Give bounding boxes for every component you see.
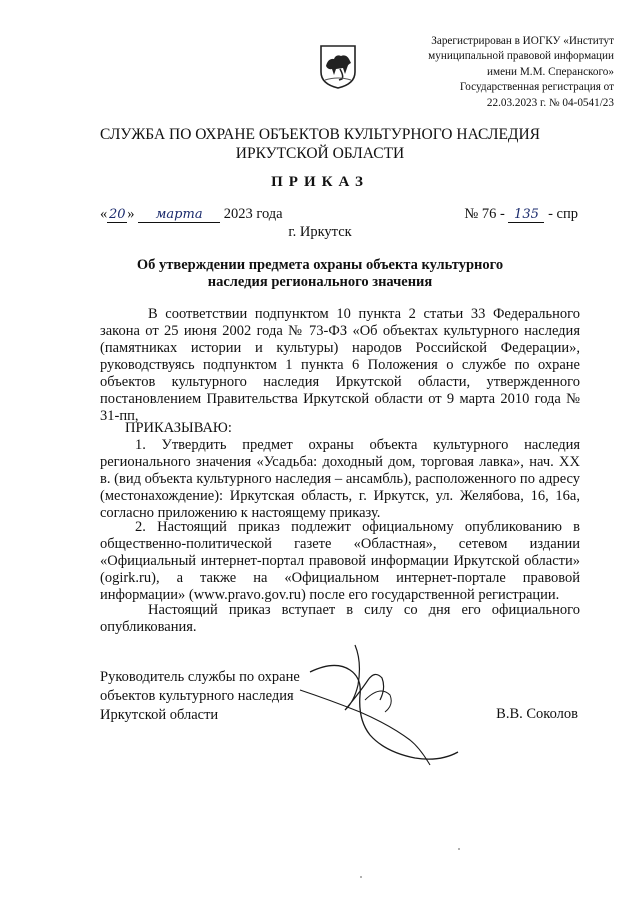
organization-region: ИРКУТСКОЙ ОБЛАСТИ <box>235 145 405 162</box>
order-item-2: 2. Настоящий приказ подлежит официальному опубликованию в общественно-политической газете «Областная», сетевом издании «Официальный интернет-портал правовой информации Иркутской области» (ogirk.ru), а также на «Официальном интернет-портале правовой информации» (www.pravo.gov.ru) после его государственной регистрации. <box>100 519 580 603</box>
signatory-line: Иркутской области <box>100 707 219 723</box>
order-word: ПРИКАЗЫВАЮ: <box>125 420 232 436</box>
registration-line: имени М.М. Сперанского» <box>487 65 614 78</box>
registration-line: 22.03.2023 г. № 04-0541/23 <box>486 96 614 109</box>
date-month-field <box>138 207 220 223</box>
date-quote-close: » <box>127 206 135 222</box>
handwritten-signature <box>290 640 465 775</box>
date-month: марта <box>155 207 203 222</box>
signatory-name: В.В. Соколов <box>496 706 578 722</box>
registration-line: Государственная регистрация от <box>459 81 614 94</box>
signatory-line: объектов культурного наследия <box>100 688 294 704</box>
signatory-position <box>100 668 300 725</box>
scan-speck <box>458 848 460 850</box>
number-handwritten-field <box>508 207 544 223</box>
document-type: ПРИКАЗ <box>271 174 369 190</box>
date-quote-open: « <box>100 206 108 222</box>
date-year: 2023 года <box>223 206 283 222</box>
number-prefix: № 76 - <box>464 206 505 222</box>
number-handwritten: 135 <box>514 207 539 222</box>
preamble-paragraph: В соответствии подпунктом 10 пункта 2 статьи 33 Федерального закона от 25 июня 2002 года № 73-ФЗ «Об объектах культурного наследия (памятниках истории и культуры) народов Российской Федерации», руководствуясь подпунктом 1 пункта 6 Положения о службе по охране объектов культурного наследия Иркутской области, утвержденного постановлением Правительства Иркутской области от 9 марта 2010 года № 31-пп, <box>100 306 580 424</box>
registration-line: Зарегистрирован в ИОГКУ «Институт <box>431 35 614 47</box>
date-day: 20 <box>108 207 126 222</box>
document-title: Об утверждении предмета охраны объекта культурного наследия регионального значения <box>136 257 504 290</box>
closing-paragraph: Настоящий приказ вступает в силу со дня его официального опубликования. <box>100 602 580 635</box>
scan-speck <box>360 876 362 878</box>
city: г. Иркутск <box>288 224 352 240</box>
order-item-1: 1. Утвердить предмет охраны объекта культурного наследия регионального значения «Усадьба: доходный дом, торговая лавка», нач. XX в. (вид объекта культурного наследия – ансамбль), расположенного по адресу (местонахождение): Иркутская область, г. Иркутск, ул. Желябова, 16, 16а, согласно приложению к настоящему приказу. <box>100 437 580 521</box>
number-suffix: - спр <box>548 206 578 222</box>
document-date <box>100 206 283 223</box>
date-day-field <box>107 207 127 223</box>
document-number <box>464 206 578 223</box>
signatory-line: Руководитель службы по охране <box>100 669 300 685</box>
registration-stamp <box>384 34 614 111</box>
organization-name: СЛУЖБА ПО ОХРАНЕ ОБЪЕКТОВ КУЛЬТУРНОГО НАСЛЕДИЯ <box>99 126 541 143</box>
registration-line: муниципальной правовой информации <box>428 50 614 63</box>
coat-of-arms-icon <box>318 44 358 90</box>
